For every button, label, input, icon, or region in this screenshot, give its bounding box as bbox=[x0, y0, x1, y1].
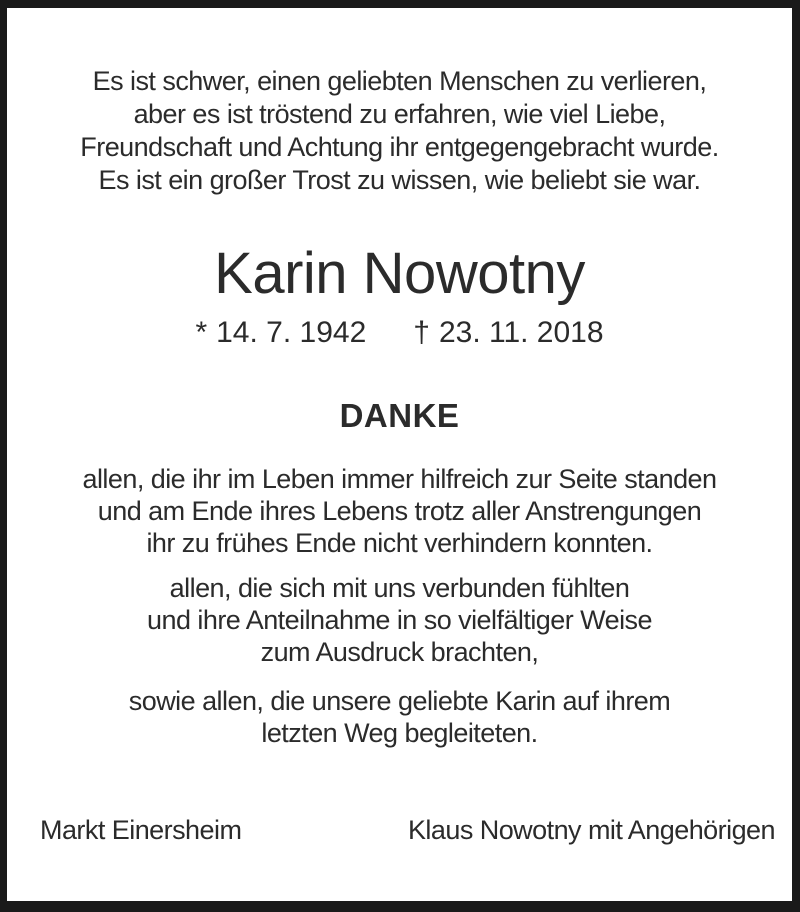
signature-place: Markt Einersheim bbox=[40, 815, 242, 845]
thanks-paragraph bbox=[7, 463, 792, 559]
deceased-name: Karin Nowotny bbox=[214, 241, 585, 306]
intro-line: Es ist schwer, einen geliebten Menschen zu verlieren, bbox=[92, 66, 707, 96]
intro-line: Es ist ein großer Trost zu wissen, wie beliebt sie war. bbox=[98, 165, 701, 195]
life-dates bbox=[7, 315, 792, 351]
signature-row bbox=[7, 813, 792, 847]
thanks-paragraph bbox=[7, 685, 792, 749]
intro-line: Freundschaft und Achtung ihr entgegengebracht wurde. bbox=[80, 132, 719, 162]
birth-date-group bbox=[195, 315, 366, 351]
paragraph-line: allen, die sich mit uns verbunden fühlten bbox=[169, 573, 630, 603]
paragraph-line: sowie allen, die unsere geliebte Karin auf ihrem bbox=[128, 686, 671, 716]
death-date-group bbox=[413, 315, 603, 351]
paragraph-line: allen, die ihr im Leben immer hilfreich zur Seite standen bbox=[82, 464, 717, 494]
birth-star-symbol: * bbox=[195, 316, 208, 349]
paragraph-line: zum Ausdruck brachten, bbox=[260, 637, 539, 667]
intro-text bbox=[7, 65, 792, 197]
paragraph-line: letzten Weg begleiteten. bbox=[261, 718, 538, 748]
birth-date: 14. 7. 1942 bbox=[216, 316, 367, 349]
paragraph-line: und ihre Anteilnahme in so vielfältiger Weise bbox=[147, 605, 652, 635]
thanks-paragraph bbox=[7, 572, 792, 668]
paragraph-line: ihr zu frühes Ende nicht verhindern konnten. bbox=[146, 528, 653, 558]
death-date: 23. 11. 2018 bbox=[438, 316, 604, 349]
paragraph-line: und am Ende ihres Lebens trotz aller Anstrengungen bbox=[97, 496, 702, 526]
signature-family: Klaus Nowotny mit Angehörigen bbox=[407, 815, 775, 845]
intro-line: aber es ist tröstend zu erfahren, wie viel Liebe, bbox=[133, 99, 666, 129]
death-dagger-symbol: † bbox=[413, 316, 430, 349]
thanks-heading: DANKE bbox=[339, 397, 460, 434]
